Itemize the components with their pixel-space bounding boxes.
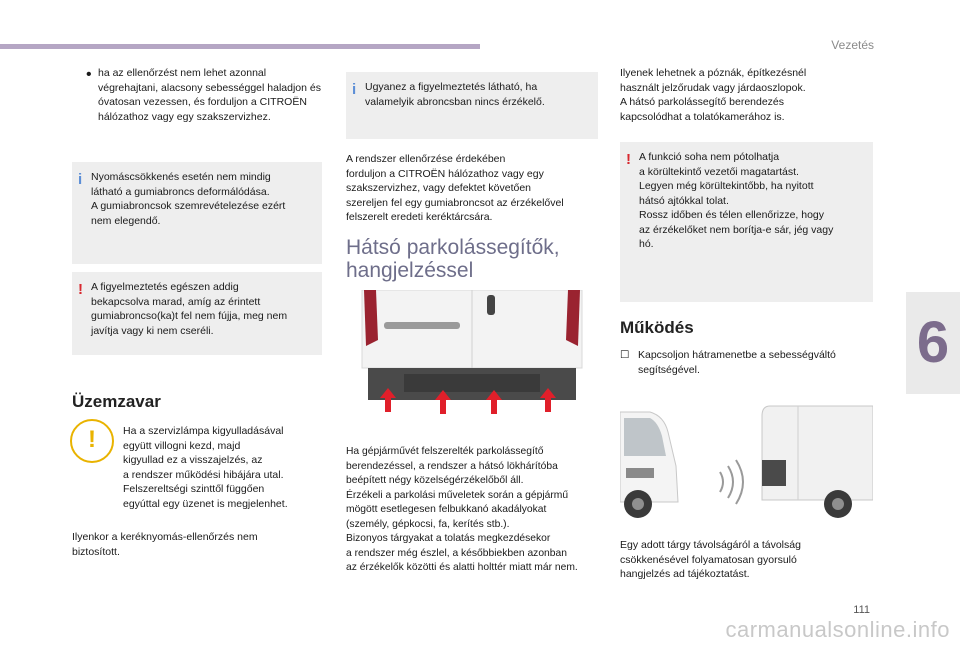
text-line: szereljen fel egy gumiabroncsot az érzékelővel: [346, 196, 564, 209]
title-line: Hátsó parkolássegítők,: [346, 236, 560, 259]
bullet-text: ha az ellenőrzést nem lehet azonnal végrehajtani, alacsony sebességgel haladjon és óvatosan vezessen, és forduljon a CITROËN hálózathoz vagy egy szakszervizhez.: [98, 67, 321, 123]
info-icon: i: [78, 171, 83, 188]
text-line: Nyomáscsökkenés esetén nem mindig: [91, 171, 271, 183]
text-line: egyúttal egy üzenet is megjelenhet.: [123, 497, 288, 510]
text-line: berendezéssel, a rendszer a hátsó lökhárítóba: [346, 460, 558, 472]
fault-note: [72, 530, 322, 559]
warning-box-text: [91, 280, 316, 338]
text-line: Ugyanez a figyelmeztetés látható, ha: [365, 81, 538, 93]
fault-exclamation-icon: !: [88, 426, 96, 453]
warning-box-text: [639, 150, 867, 252]
info-box-text: [91, 170, 316, 228]
info-box-sensor: [346, 72, 598, 139]
text-line: használt jelzőrudak vagy járdaoszlopok.: [620, 81, 806, 94]
text-line: Ilyenkor a keréknyomás-ellenőrzés nem: [72, 531, 258, 543]
info-icon: i: [352, 81, 357, 98]
text-line: A gumiabroncsok szemrevételezése ezért: [91, 200, 286, 212]
text-line: az érzékelők közötti és alatti holttér miatt már nem.: [346, 562, 578, 573]
info-box-text: [365, 80, 592, 109]
text-line: Rossz időben és télen ellenőrizze, hogy: [639, 209, 825, 221]
tyre-fault-warning-icon: [70, 419, 114, 463]
text-line: Legyen még körültekintőbb, ha nyitott: [639, 180, 814, 192]
section-title-parking-sensors: [346, 236, 560, 282]
text-line: az érzékelőket nem borítja-e sár, jég vagy: [639, 223, 834, 236]
text-line: nem elegendő.: [91, 214, 161, 227]
text-line: hó.: [639, 238, 654, 250]
text-line: Ha gépjárművét felszerelték parkolássegítő: [346, 446, 544, 457]
text-line: biztosított.: [72, 545, 120, 558]
text-line: kapcsolódhat a tolatókamerához is.: [620, 110, 785, 123]
text-line: javítja vagy ki nem cseréli.: [91, 324, 214, 337]
text-line: Ilyenek lehetnek a póznák, építkezésnél: [620, 67, 807, 79]
text-line: beépített négy közelségérzékelőből áll.: [346, 475, 524, 486]
chapter-tab: [906, 292, 960, 394]
section-title: Vezetés: [831, 38, 874, 52]
text-line: Ha a szervizlámpa kigyulladásával: [123, 425, 284, 437]
distance-signal-text: [620, 538, 874, 582]
vans-distance-svg: [620, 402, 873, 527]
text-line: A funkció soha nem pótolhatja: [639, 151, 780, 163]
page-number: 111: [853, 604, 870, 616]
text-line: együtt villogni kezd, majd: [123, 439, 241, 452]
text-line: Bizonyos tárgyakat a tolatás megkezdésekor: [346, 533, 551, 544]
watermark: carmanualsonline.info: [725, 617, 950, 642]
text-line: forduljon a CITROËN hálózathoz vagy egy: [346, 167, 544, 180]
text-line: valamelyik abroncsban nincs érzékelő.: [365, 95, 545, 108]
text-line: Érzékeli a parkolási műveletek során a gépjármű: [346, 489, 569, 501]
text-line: hátsó ajtókkal tolat.: [639, 194, 729, 207]
header-accent-bar: [0, 44, 480, 49]
text-line: hangjelzés ad tájékoztatást.: [620, 568, 750, 580]
text-line: mögött esetlegesen felbukkanó akadályokat: [346, 504, 547, 515]
text-line: a rendszer még észlel, a későbbiekben azonban: [346, 547, 567, 559]
text-line: a körültekintő vezetői magatartást.: [639, 165, 799, 178]
heading-operation: Működés: [620, 318, 694, 337]
info-box-pressure: [72, 162, 322, 264]
step-checkbox-icon: ☐: [620, 349, 630, 361]
text-line: A rendszer ellenőrzése érdekében: [346, 153, 506, 165]
text-line: (személy, gépkocsi, fa, kerítés stb.).: [346, 518, 510, 530]
text-line: kigyullad ez a visszajelzés, az: [123, 454, 263, 466]
text-line: felszerelt eredeti keréktárcsára.: [346, 211, 493, 223]
text-line: A hátsó parkolássegítő berendezés: [620, 96, 785, 108]
parking-sensor-description: [346, 445, 600, 576]
text-line: csökkenésével folyamatosan gyorsuló: [620, 553, 797, 566]
warning-icon: !: [626, 151, 631, 168]
title-line: hangjelzéssel: [346, 259, 474, 282]
parking-distance-illustration: [620, 402, 873, 527]
text-line: a rendszer működési hibájára utal.: [123, 468, 284, 481]
warning-icon: !: [78, 281, 83, 298]
rear-bumper-sensors-illustration: [346, 290, 598, 418]
warning-box-driving: [620, 142, 873, 302]
text-line: bekapcsolva marad, amíg az érintett: [91, 295, 261, 308]
text-line: Felszereltségi szinttől függően: [123, 483, 265, 495]
text-line: látható a gumiabroncs deformálódása.: [91, 185, 270, 198]
warning-box-inflate: [72, 272, 322, 355]
text-line: Kapcsoljon hátramenetbe a sebességváltó: [638, 349, 836, 361]
chapter-number: 6: [916, 310, 950, 375]
heading-fault: Üzemzavar: [72, 392, 161, 411]
text-line: segítségével.: [638, 363, 700, 376]
obstacle-examples-text: [620, 66, 874, 124]
bullet-dot: •: [86, 66, 92, 83]
text-line: gumiabroncso(ka)t fel nem fújja, meg nem: [91, 310, 288, 322]
van-rear-svg: [346, 290, 598, 418]
text-line: Egy adott tárgy távolságáról a távolság: [620, 539, 801, 551]
text-line: A figyelmeztetés egészen addig: [91, 281, 239, 293]
text-line: szakszervizhez, vagy defektet követően: [346, 182, 532, 194]
system-check-text: [346, 152, 600, 225]
fault-description: [123, 424, 323, 511]
